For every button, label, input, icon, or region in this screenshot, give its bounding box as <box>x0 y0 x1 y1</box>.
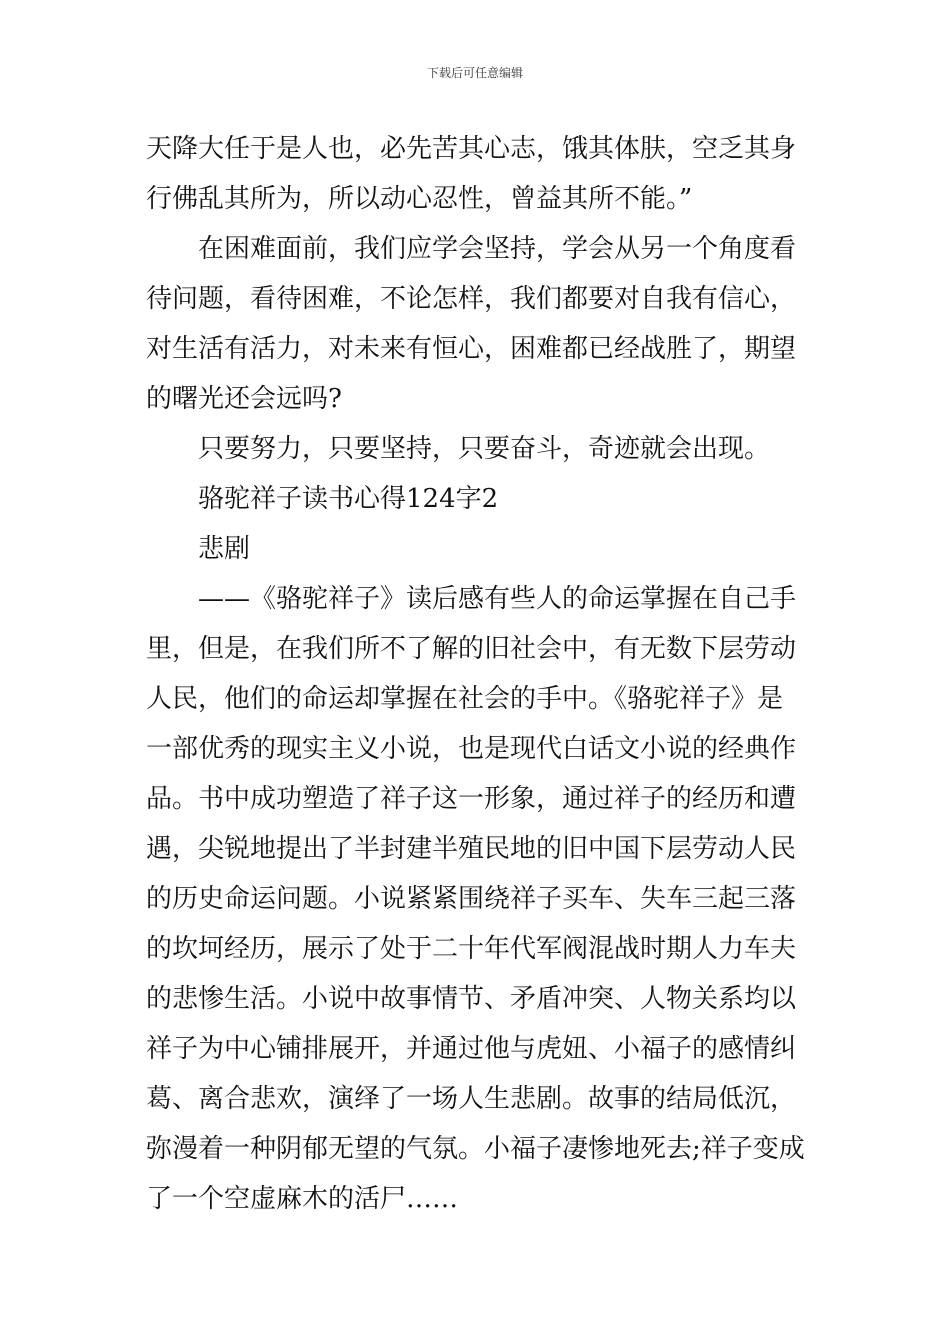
text-line: 的悲惨生活。小说中故事情节、矛盾冲突、人物关系均以 <box>146 984 797 1014</box>
text-line: 待问题，看待困难，不论怎样，我们都要对自我有信心， <box>146 284 797 314</box>
text-line: 遇，尖锐地提出了半封建半殖民地的旧中国下层劳动人民 <box>146 834 797 864</box>
text-line: 了一个空虚麻木的活尸…… <box>146 1184 459 1214</box>
text-line: 人民，他们的命运却掌握在社会的手中。《骆驼祥子》是 <box>146 684 784 714</box>
text-line: 品。书中成功塑造了祥子这一形象，通过祥子的经历和遭 <box>146 784 797 814</box>
page-header: 下载后可任意编辑 <box>426 66 523 80</box>
text-line: 一部优秀的现实主义小说，也是现代白话文小说的经典作 <box>146 734 797 764</box>
text-line: 的坎坷经历，展示了处于二十年代军阀混战时期人力车夫 <box>146 934 797 964</box>
text-line: 只要努力，只要坚持，只要奋斗，奇迹就会出现。 <box>198 434 771 464</box>
document-body <box>146 124 810 1224</box>
text-line: ——《骆驼祥子》读后感有些人的命运掌握在自己手 <box>198 584 797 614</box>
text-line: 的历史命运问题。小说紧紧围绕祥子买车、失车三起三落 <box>146 884 797 914</box>
essay-title: 悲剧 <box>198 534 251 564</box>
section-title: 骆驼祥子读书心得124字2 <box>198 484 499 514</box>
text-line: 天降大任于是人也，必先苦其心志，饿其体肤，空乏其身 <box>146 134 797 164</box>
text-line: 对生活有活力，对未来有恒心，困难都已经战胜了，期望 <box>146 334 797 364</box>
text-line: 祥子为中心铺排展开，并通过他与虎妞、小福子的感情纠 <box>146 1034 797 1064</box>
text-line: 行佛乱其所为，所以动心忍性，曾益其所不能。” <box>146 184 693 214</box>
text-line: 弥漫着一种阴郁无望的气氛。小福子凄惨地死去;祥子变成 <box>146 1134 805 1164</box>
text-line: 里，但是，在我们所不了解的旧社会中，有无数下层劳动 <box>146 634 797 664</box>
text-line: 葛、离合悲欢，演绎了一场人生悲剧。故事的结局低沉， <box>146 1084 797 1114</box>
text-line: 的曙光还会远吗? <box>146 384 342 414</box>
text-line: 在困难面前，我们应学会坚持，学会从另一个角度看 <box>198 234 797 264</box>
